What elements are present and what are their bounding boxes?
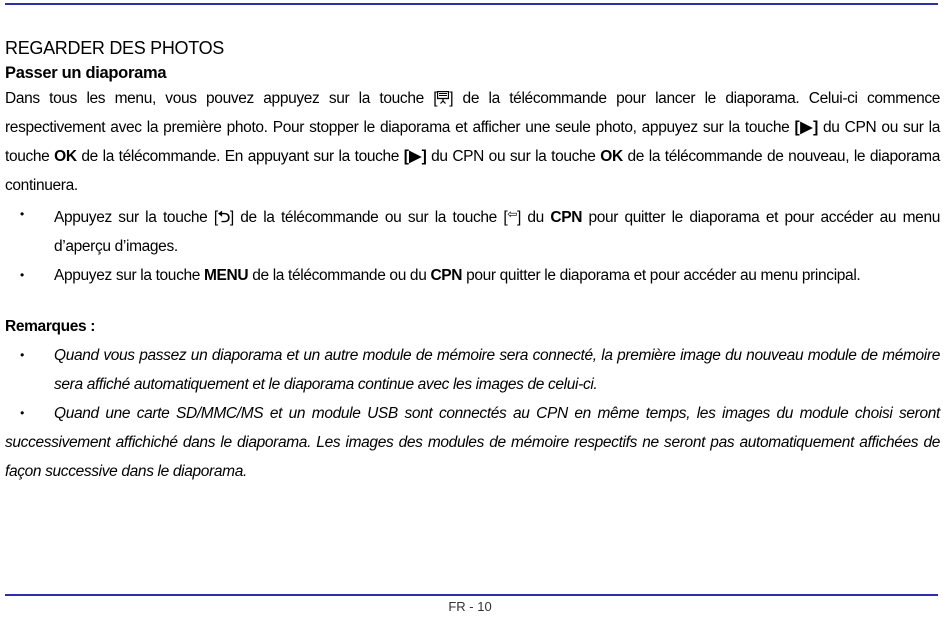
bullet-text-4: pour quitter le diaporama et pour accéder au menu d’aperçu d’images.: [54, 209, 940, 255]
return-key-icon: ⇦: [507, 207, 518, 221]
play-key-label: [▶]: [794, 119, 818, 136]
slideshow-key-icon: [437, 91, 449, 104]
cpn-label: CPN: [430, 267, 463, 284]
remark-text: Quand une carte SD/MMC/MS et un module USB sont connectés au CPN en même temps, les images du module choisi seront successivement affichiché dans le diaporama. Les images des modules de mémoire respectifs ne seront pas automatiquement affichées de façon successive dans le diaporama.: [5, 405, 940, 480]
list-item: [5, 341, 940, 399]
bullet-text-3: ] du: [517, 209, 551, 226]
instruction-list: [5, 200, 940, 290]
bullet-icon: •: [20, 406, 24, 420]
play-key-label: [▶]: [403, 148, 427, 165]
remark-text: Quand vous passez un diaporama et un autre module de mémoire sera connecté, la première image du nouveau module de mémoire sera affiché automatiquement et le diaporama continue avec les images de celui-ci.: [54, 347, 940, 393]
intro-paragraph: [5, 84, 940, 200]
list-item: [5, 261, 940, 290]
remarks-heading: Remarques :: [5, 318, 96, 335]
bullet-icon: •: [20, 207, 24, 221]
page-number: FR - 10: [448, 599, 492, 614]
list-item: [5, 200, 940, 261]
cpn-label: CPN: [550, 209, 583, 226]
section-subtitle: Passer un diaporama: [5, 64, 167, 82]
paragraph-text-3: du CPN ou sur la touche: [5, 119, 940, 165]
list-item: [5, 399, 940, 486]
bullet-text-1: Appuyez sur la touche: [54, 267, 204, 284]
header-rule: [5, 3, 938, 5]
remarks-list: [5, 341, 940, 486]
document-body: [5, 36, 940, 486]
paragraph-text-2: ] de la télécommande pour lancer le diaporama. Celui-ci commence respectivement avec la première photo. Pour stopper le diaporama et afficher une seule photo, appuyez sur la touche: [5, 90, 941, 136]
back-key-icon: ⮌: [217, 209, 230, 226]
paragraph-text-1: Dans tous les menu, vous pouvez appuyez sur la touche [: [5, 90, 438, 107]
ok-key-label: OK: [54, 148, 77, 165]
bullet-text-2: de la télécommande ou du: [248, 267, 431, 284]
menu-key-label: MENU: [203, 267, 249, 284]
paragraph-text-5: du CPN ou sur la touche: [426, 148, 601, 165]
paragraph-text-4: de la télécommande. En appuyant sur la touche: [76, 148, 404, 165]
bullet-icon: •: [20, 268, 24, 282]
bullet-text-1: Appuyez sur la touche [: [54, 209, 218, 226]
footer-rule: [5, 594, 938, 596]
page-title: REGARDER DES PHOTOS: [5, 38, 225, 58]
ok-key-label: OK: [600, 148, 623, 165]
bullet-icon: •: [20, 348, 24, 362]
paragraph-text-6: de la télécommande de nouveau, le diaporama continuera.: [5, 148, 940, 194]
bullet-text-2: ] de la télécommande ou sur la touche [: [229, 209, 508, 226]
bullet-text-3: pour quitter le diaporama et pour accéder au menu principal.: [462, 267, 861, 284]
